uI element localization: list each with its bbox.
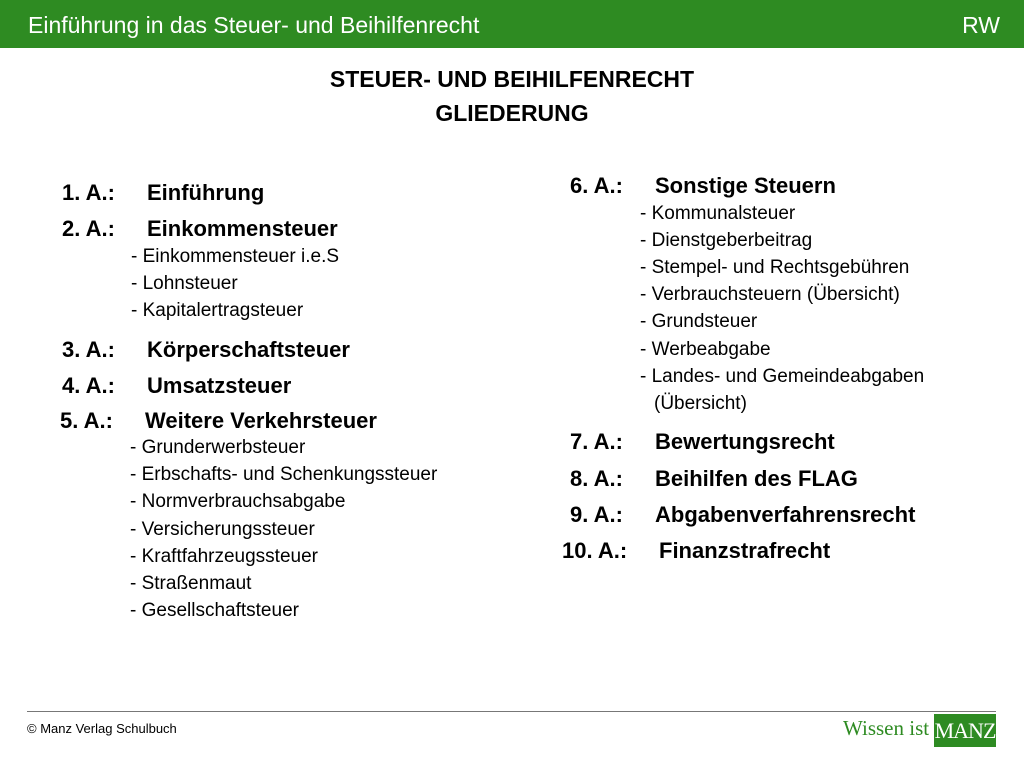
item-label: Beihilfen des FLAG (655, 466, 858, 491)
copyright-text: © Manz Verlag Schulbuch (27, 721, 177, 736)
item-number: 7. A.: (570, 429, 623, 454)
item-label: Finanzstrafrecht (659, 538, 831, 563)
sub-item: - Gesellschaftsteuer (130, 600, 299, 621)
outline-item-4 (62, 373, 291, 399)
outline-item-2 (62, 216, 338, 242)
item-number: 6. A.: (570, 173, 623, 198)
sub-item: - Lohnsteuer (131, 273, 238, 294)
sub-item: - Versicherungssteuer (130, 519, 315, 540)
sub-item: - Dienstgeberbeitrag (640, 230, 813, 251)
item-number: 10. A.: (562, 538, 628, 563)
item-number: 2. A.: (62, 216, 115, 241)
sub-item: - Kapitalertragsteuer (131, 300, 304, 321)
item-label: Einkommensteuer (147, 216, 338, 241)
item-number: 9. A.: (570, 502, 623, 527)
outline-item-8 (570, 466, 858, 492)
outline-item-1 (62, 180, 264, 206)
item-number: 8. A.: (570, 466, 623, 491)
publisher-logo-box: MANZ (934, 714, 996, 747)
item-label: Abgabenverfahrensrecht (655, 502, 916, 527)
item-number: 4. A.: (62, 373, 115, 398)
sub-item: (Übersicht) (654, 393, 747, 414)
sub-item: - Stempel- und Rechtsgebühren (640, 257, 910, 278)
sub-item: - Grundsteuer (640, 311, 758, 332)
item-label: Sonstige Steuern (655, 173, 836, 198)
item-label: Umsatzsteuer (147, 373, 292, 398)
item-number: 3. A.: (62, 337, 115, 362)
item-number: 5. A.: (60, 408, 113, 433)
sub-item: - Kraftfahrzeugssteuer (130, 546, 318, 567)
item-label: Weitere Verkehrsteuer (145, 408, 377, 433)
sub-item: - Landes- und Gemeindeabgaben (640, 366, 925, 387)
footer-divider (27, 711, 996, 712)
outline-item-7 (570, 429, 835, 455)
header-bar (0, 0, 1024, 48)
outline-item-10 (562, 538, 830, 564)
sub-item: - Grunderwerbsteuer (130, 437, 306, 458)
slide-title-line2: GLIEDERUNG (435, 100, 589, 126)
item-label: Körperschaftsteuer (147, 337, 350, 362)
sub-item: - Werbeabgabe (640, 339, 771, 360)
outline-item-3 (62, 337, 350, 363)
outline-item-5 (60, 408, 377, 434)
slide-title-line1: STEUER- UND BEIHILFENRECHT (329, 66, 695, 92)
sub-item: - Normverbrauchsabgabe (130, 491, 346, 512)
sub-item: - Verbrauchsteuern (Übersicht) (640, 284, 900, 305)
outline-item-9 (570, 502, 915, 528)
header-title: Einführung in das Steuer- und Beihilfenrecht (28, 12, 480, 38)
item-label: Einführung (147, 180, 265, 205)
outline-item-6 (570, 173, 836, 199)
item-number: 1. A.: (62, 180, 115, 205)
item-label: Bewertungsrecht (655, 429, 835, 454)
publisher-logo-text: Wissen ist (843, 716, 930, 740)
sub-item: - Straßenmaut (130, 573, 252, 594)
header-right-label: RW (962, 12, 1000, 38)
sub-item: - Erbschafts- und Schenkungssteuer (130, 464, 438, 485)
sub-item: - Kommunalsteuer (640, 203, 796, 224)
sub-item: - Einkommensteuer i.e.S (131, 246, 340, 267)
